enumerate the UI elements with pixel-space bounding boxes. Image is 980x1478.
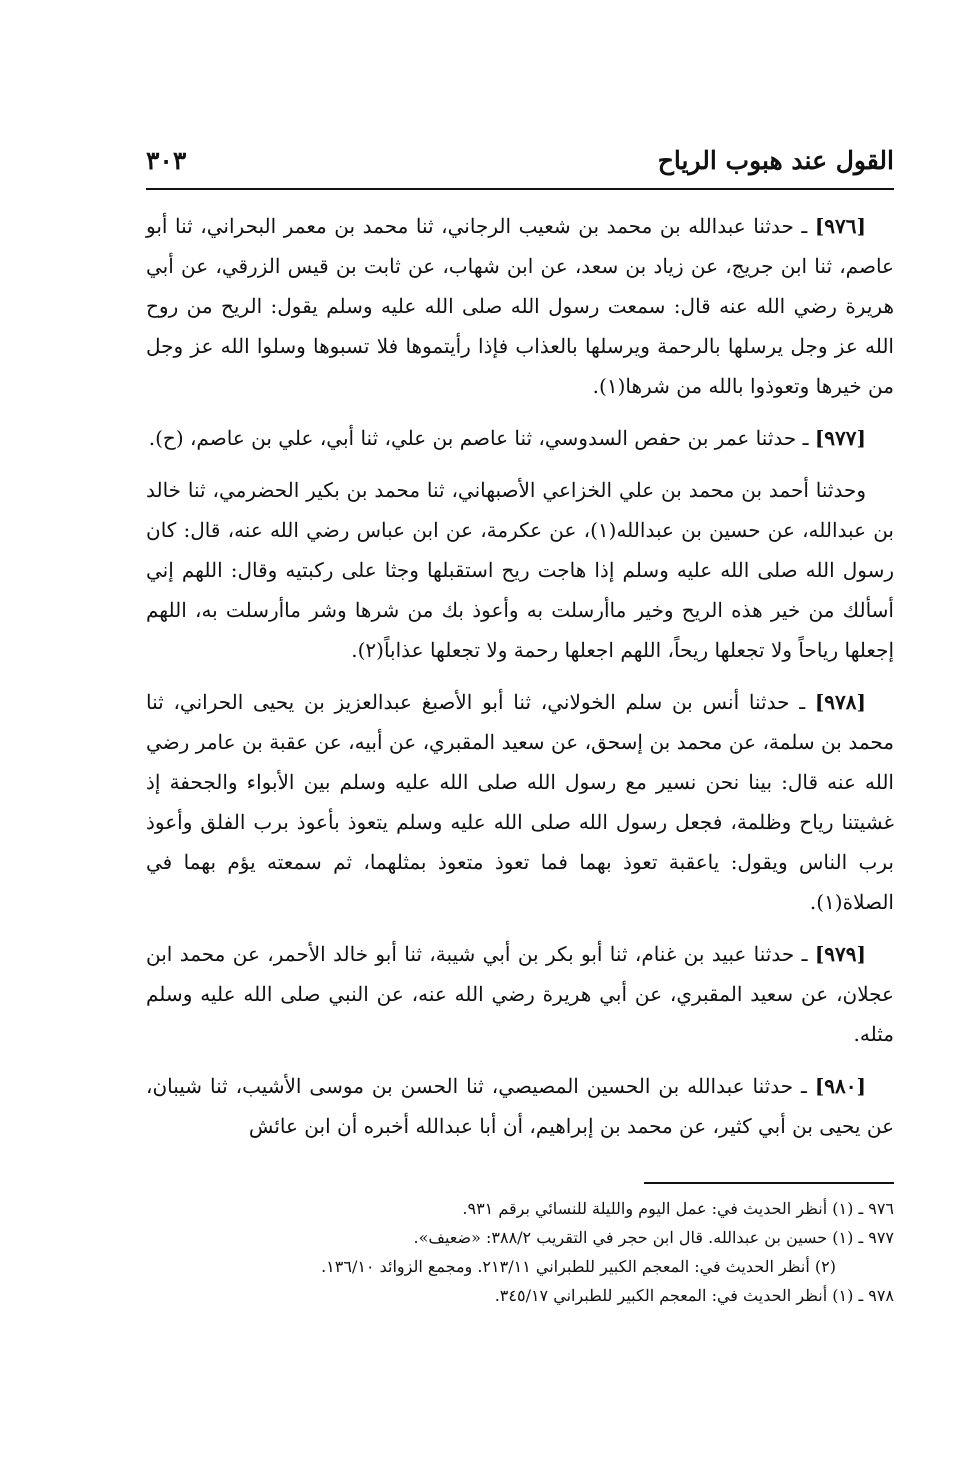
header-rule bbox=[146, 188, 894, 190]
hadith-number: [٩٨٠] bbox=[814, 1074, 866, 1098]
hadith-number: [٩٧٧] bbox=[814, 426, 866, 450]
hadith-text: ـ حدثنا عبيد بن غنام، ثنا أبو بكر بن أبي شيبة، ثنا أبو خالد الأحمر، عن محمد ابن عجلان، عن سعيد المقبري، عن أبي هريرة رضي الله عنه، عن النبي صلى الله عليه وسلم مثله. bbox=[146, 942, 894, 1046]
hadith-980 bbox=[146, 1066, 894, 1146]
footnote-977-1: ٩٧٧ ـ (١) حسين بن عبدالله. قال ابن حجر في التقريب ٣٨٨/٢: «ضعيف». bbox=[413, 1228, 894, 1247]
hadith-text: ـ حدثنا عمر بن حفص السدوسي، ثنا عاصم بن علي، ثنا أبي، علي بن عاصم، (ح). bbox=[148, 426, 815, 450]
hadith-978 bbox=[146, 682, 894, 922]
hadith-text: ـ حدثنا أنس بن سلم الخولاني، ثنا أبو الأصبغ عبدالعزيز بن يحيى الحراني، ثنا محمد بن سلمة، عن محمد بن إسحق، عن سعيد المقبري، عن أبيه، عن عقبة بن عامر رضي الله عنه قال: بينا نحن نسير مع رسول الله صلى الله عليه وسلم بين الأبواء والجحفة إذ غشيتنا رياح وظلمة، فجعل رسول الله صلى الله عليه وسلم يتعوذ بأعوذ برب الفلق وأعوذ برب الناس ويقول: ياعقبة تعوذ بهما فما تعوذ متعوذ بمثلهما، ثم سمعته يؤم بهما في الصلاة(١). bbox=[146, 690, 894, 914]
running-title: القول عند هبوب الرياح bbox=[657, 146, 894, 175]
footnote-976-1: ٩٧٦ ـ (١) أنظر الحديث في: عمل اليوم والليلة للنسائي برقم ٩٣١. bbox=[462, 1199, 894, 1218]
footnotes bbox=[146, 1194, 894, 1310]
hadith-977-continuation bbox=[146, 470, 894, 670]
hadith-text: وحدثنا أحمد بن محمد بن علي الخزاعي الأصبهاني، ثنا محمد بن بكير الحضرمي، ثنا خالد بن عبدالله، عن حسين بن عبدالله(١)، عن عكرمة، عن ابن عباس رضي الله عنه، قال: كان رسول الله صلى الله عليه وسلم إذا هاجت ريح استقبلها وجثا على ركبتيه وقال: اللهم إني أسألك من خير هذه الريح وخير ماأرسلت به وأعوذ بك من شرها وشر ماأرسلت به، اللهم إجعلها رياحاً ولا تجعلها ريحاً، اللهم اجعلها رحمة ولا تجعلها عذاباً(٢). bbox=[146, 478, 894, 662]
hadith-number: [٩٧٨] bbox=[814, 690, 866, 714]
hadith-number: [٩٧٦] bbox=[814, 214, 866, 238]
hadith-number: [٩٧٩] bbox=[814, 942, 866, 966]
footnote-rule bbox=[644, 1182, 894, 1184]
footnote-978-1: ٩٧٨ ـ (١) أنظر الحديث في: المعجم الكبير للطبراني ٣٤٥/١٧. bbox=[494, 1286, 894, 1305]
body-text bbox=[146, 206, 894, 1158]
page-number: ٣٠٣ bbox=[146, 146, 187, 175]
hadith-979 bbox=[146, 934, 894, 1054]
hadith-976 bbox=[146, 206, 894, 406]
hadith-text: ـ حدثنا عبدالله بن الحسين المصيصي، ثنا الحسن بن موسى الأشيب، ثنا شيبان، عن يحيى بن أبي كثير، عن محمد بن إبراهيم، أن أبا عبدالله أخبره أن ابن عائش bbox=[146, 1074, 894, 1138]
hadith-977 bbox=[146, 418, 894, 458]
hadith-text: ـ حدثنا عبدالله بن محمد بن شعيب الرجاني، ثنا محمد بن معمر البحراني، ثنا أبو عاصم، ثنا ابن جريج، عن زياد بن سعد، عن ابن شهاب، عن ثابت بن قيس الزرقي، عن أبي هريرة رضي الله عنه قال: سمعت رسول الله صلى الله عليه وسلم يقول: الريح من روح الله عز وجل يرسلها بالرحمة ويرسلها بالعذاب فإذا رأيتموها فلا تسبوها وسلوا الله عز وجل من خيرها وتعوذوا بالله من شرها(١). bbox=[146, 214, 894, 398]
page-header bbox=[146, 140, 894, 184]
footnote-977-2: (٢) أنظر الحديث في: المعجم الكبير للطبراني ٢١٣/١١. ومجمع الزوائد ١٣٦/١٠. bbox=[321, 1257, 836, 1276]
